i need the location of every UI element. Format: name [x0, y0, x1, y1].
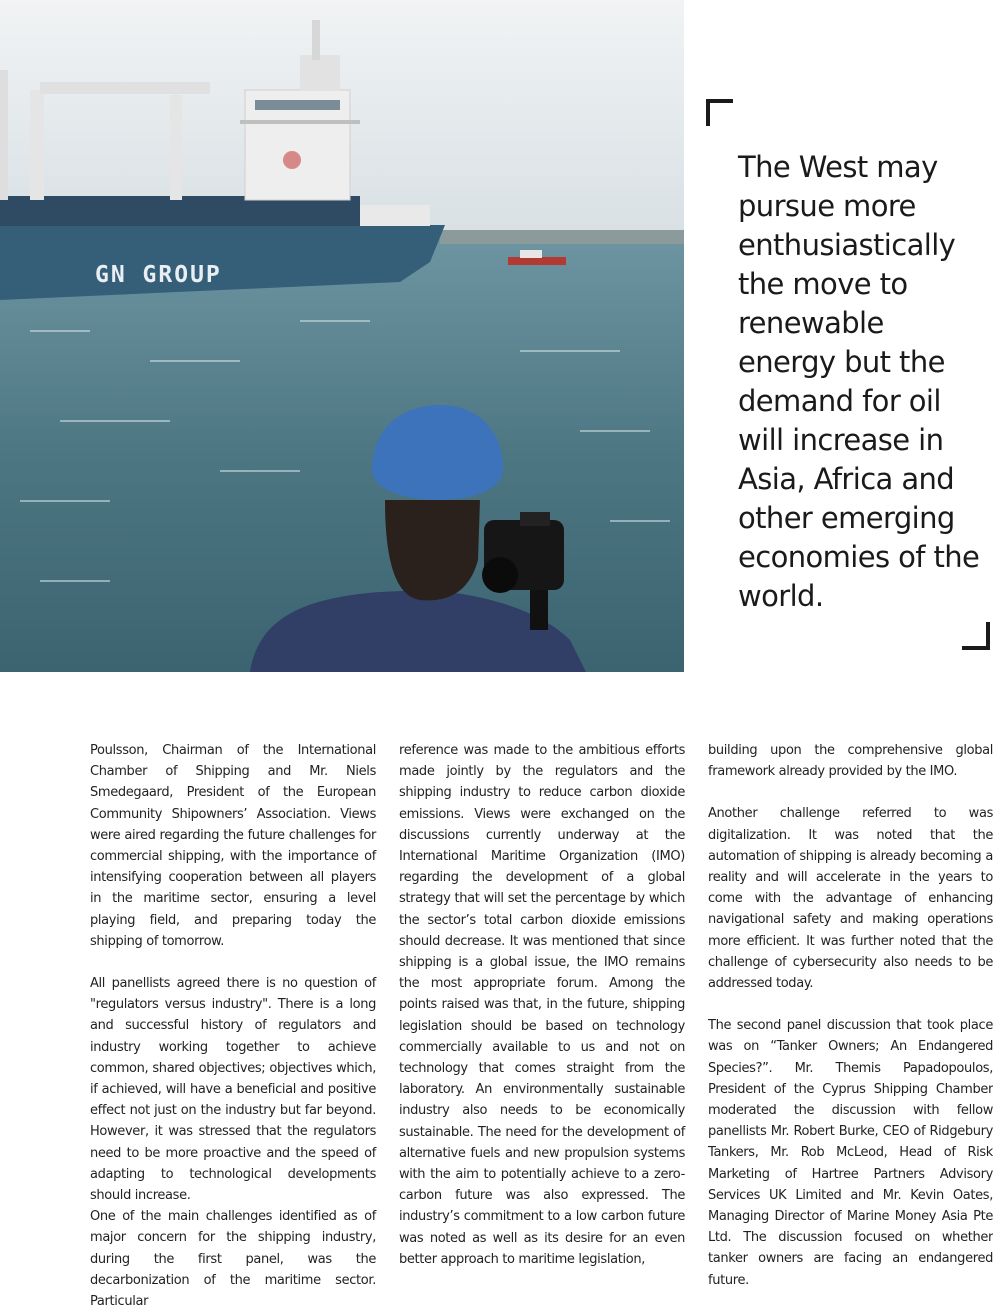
paragraph: building upon the comprehensive global framework already provided by the IMO. [708, 743, 993, 780]
paragraph: All panellists agreed there is no question of "regulators versus industry". There is a long and successful history of regulators and industry working together to achieve common, shared objectives; objectives which, if achieved, will have a beneficial and positive effect not just on the industry but far beyond. However, it was stressed that the regulators need to be more proactive and the speed of adapting to technological developments should increase. [90, 976, 376, 1204]
hull-text: GN GROUP [95, 262, 222, 288]
paragraph: The second panel discussion that took place was on “Tanker Owners; An Endangered Species?”. Mr. Themis Papadopoulos, President of the Cyprus Shipping Chamber moderated the discussion with fellow panellists Mr. Robert Burke, CEO of Ridgebury Tankers, Mr. Rob McLeod, Head of Risk Marketing of Hartree Partners Advisory Services UK Limited and Mr. Kevin Oates, Managing Director of Marine Money Asia Pte Ltd. The discussion focused on whether tanker owners are facing an endangered future. [708, 1018, 993, 1288]
article-column-2 [399, 740, 685, 1270]
article-column-3 [708, 740, 993, 1291]
paragraph: Poulsson, Chairman of the International Chamber of Shipping and Mr. Niels Smedegaard, President of the European Community Shipowners’ Association. Views were aired regarding the future challenges for commercial shipping, with the importance of intensifying cooperation between all players in the maritime sector, ensuring a level playing field, and preparing today the shipping of tomorrow. [90, 743, 376, 949]
paragraph: reference was made to the ambitious efforts made jointly by the regulators and the shipping industry to reduce carbon dioxide emissions. Views were exchanged on the discussions currently underway at the International Maritime Organization (IMO) regarding the development of a global strategy that will set the percentage by which the sector’s total carbon dioxide emissions should decrease. It was mentioned that since shipping is a global issue, the IMO remains the most appropriate forum. Among the points raised was that, in the future, shipping legislation should be based on technology commercially available to us and not on technology that comes straight from the laboratory. An environmentally sustainable industry also needs to be economically sustainable. The need for the development of alternative fuels and new propulsion systems with the aim to potentially achieve to a zero-carbon future was also expressed. The industry’s commitment to a low carbon future was noted as well as its desire for an even better approach to maritime legislation, [399, 743, 685, 1267]
ship-harbor-photo [0, 0, 684, 672]
quote-bracket-top-left-icon [706, 99, 733, 126]
quote-bracket-bottom-right-icon [962, 622, 990, 650]
ship-harbor-cameraman-photo [0, 0, 684, 672]
paragraph: One of the main challenges identified as of major concern for the shipping industry, during the first panel, was the decarbonization of the maritime sector. Particular [90, 1209, 376, 1310]
paragraph: Another challenge referred to was digitalization. It was noted that the automation of shipping is already becoming a reality and will accelerate in the years to come with the advantage of enhancing navigational safety and making operations more efficient. It was further noted that the challenge of cybersecurity also needs to be addressed today. [708, 806, 993, 992]
pull-quote: The West may pursue more enthusiastically the move to renewable energy but the demand for oil will increase in Asia, Africa and other emerging economies of the world. [738, 150, 980, 613]
article-column-1 [90, 740, 376, 1312]
